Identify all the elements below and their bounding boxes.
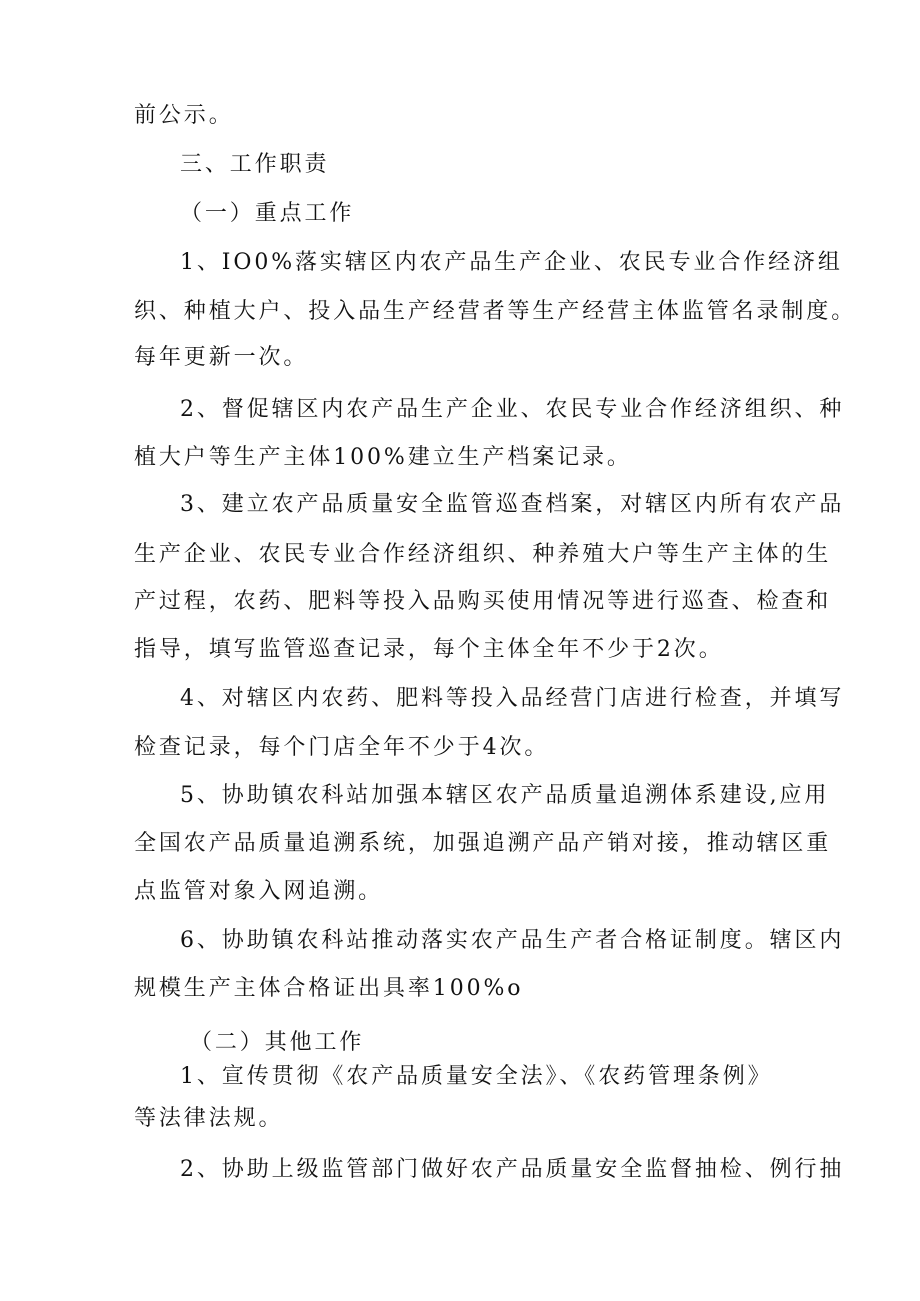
text-line: 前公示。 bbox=[134, 103, 234, 128]
text-line: 2、督促辖区内农产品生产企业、农民专业合作经济组织、种 bbox=[180, 397, 845, 422]
section-heading: 三、工作职责 bbox=[180, 152, 330, 177]
text-line: 4、对辖区内农药、肥料等投入品经营门店进行检查，并填写 bbox=[180, 686, 845, 711]
text-line: 2、协助上级监管部门做好农产品质量安全监督抽检、例行抽 bbox=[180, 1157, 845, 1182]
text-line: 全国农产品质量追溯系统，加强追溯产品产销对接，推动辖区重 bbox=[134, 831, 832, 856]
text-line: 5、协助镇农科站加强本辖区农产品质量追溯体系建设,应用 bbox=[180, 783, 830, 808]
text-line: 指导，填写监管巡查记录，每个主体全年不少于2次。 bbox=[134, 637, 724, 662]
text-line: 6、协助镇农科站推动落实农产品生产者合格证制度。辖区内 bbox=[180, 928, 845, 953]
text-line: 规模生产主体合格证出具率100%o bbox=[134, 976, 524, 1001]
text-line: 织、种植大户、投入品生产经营者等生产经营主体监管名录制度。 bbox=[134, 299, 857, 324]
text-line: 等法律法规。 bbox=[134, 1106, 284, 1131]
text-line: 3、建立农产品质量安全监管巡查档案，对辖区内所有农产品 bbox=[180, 492, 845, 517]
text-line: 1、IO0%落实辖区内农产品生产企业、农民专业合作经济组 bbox=[180, 250, 843, 275]
text-line: 产过程，农药、肥料等投入品购买使用情况等进行巡查、检查和 bbox=[134, 589, 832, 614]
subsection-heading: （一）重点工作 bbox=[180, 201, 355, 226]
text-line: 每年更新一次。 bbox=[134, 345, 309, 370]
text-line: 1、宣传贯彻《农产品质量安全法》、《农药管理条例》 bbox=[180, 1064, 773, 1089]
text-line: 植大户等生产主体100%建立生产档案记录。 bbox=[134, 445, 632, 470]
text-line: 检查记录，每个门店全年不少于4次。 bbox=[134, 735, 550, 760]
text-line: 生产企业、农民专业合作经济组织、种养殖大户等生产主体的生 bbox=[134, 542, 832, 567]
text-line: 点监管对象入网追溯。 bbox=[134, 879, 384, 904]
subsection-heading: （二）其他工作 bbox=[190, 1030, 365, 1055]
